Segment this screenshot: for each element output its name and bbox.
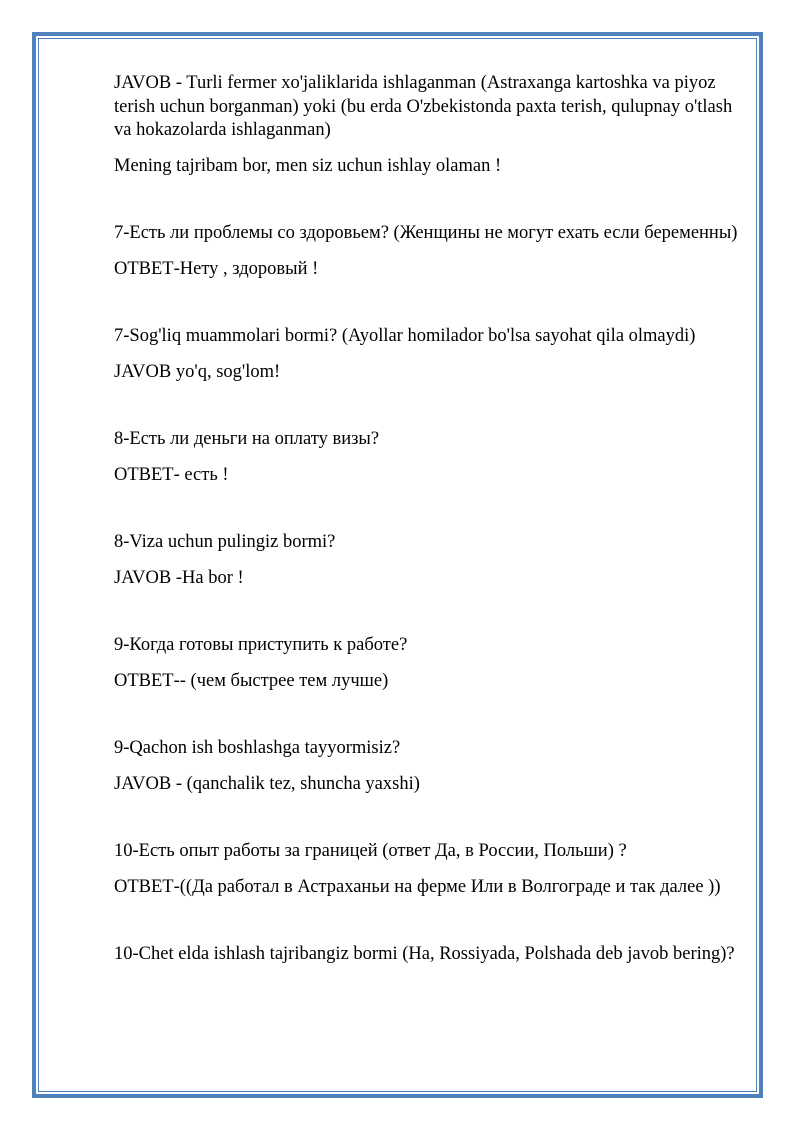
answer-8-uz: JAVOB -Ha bor ! xyxy=(114,567,244,588)
answer-7-uz: JAVOB yo'q, sog'lom! xyxy=(114,361,281,382)
question-10-uz: 10-Chet elda ishlash tajribangiz bormi (Ha, Rossiyada, Polshada deb javob bering)? xyxy=(114,944,735,964)
answer-8-ru: ОТВЕТ- есть ! xyxy=(114,464,229,485)
answer-9-uz: JAVOB - (qanchalik tez, shuncha yaxshi) xyxy=(114,773,420,794)
question-8-uz: 8-Viza uchun pulingiz bormi? xyxy=(114,532,336,552)
answer-experience-uz: JAVOB - Turli fermer xo'jaliklarida ishlaganman (Astraxanga kartoshka va piyoz terish uchun borganman) yoki (bu erda O'zbekistonda paxta terish, qulupnay o'tlash va hokazolarda ishlaganman) xyxy=(114,73,733,140)
question-7-ru: 7-Есть ли проблемы со здоровьем? (Женщины не могут ехать если беременны) xyxy=(114,223,738,243)
experience-statement-uz: Mening tajribam bor, men siz uchun ishlay olaman ! xyxy=(114,155,502,176)
answer-10-ru: ОТВЕТ-((Да работал в Астраханьи на ферме Или в Волгограде и так далее )) xyxy=(114,876,721,897)
answer-9-ru: ОТВЕТ-- (чем быстрее тем лучше) xyxy=(114,670,389,691)
answer-7-ru: ОТВЕТ-Нету , здоровый ! xyxy=(114,258,319,279)
question-8-ru: 8-Есть ли деньги на оплату визы? xyxy=(114,429,380,449)
question-7-uz: 7-Sog'liq muammolari bormi? (Ayollar homilador bo'lsa sayohat qila olmaydi) xyxy=(114,326,696,346)
document-body xyxy=(114,72,744,967)
question-9-uz: 9-Qachon ish boshlashga tayyormisiz? xyxy=(114,738,401,758)
question-9-ru: 9-Когда готовы приступить к работе? xyxy=(114,635,408,655)
question-10-ru: 10-Есть опыт работы за границей (ответ Да, в России, Польши) ? xyxy=(114,841,627,861)
